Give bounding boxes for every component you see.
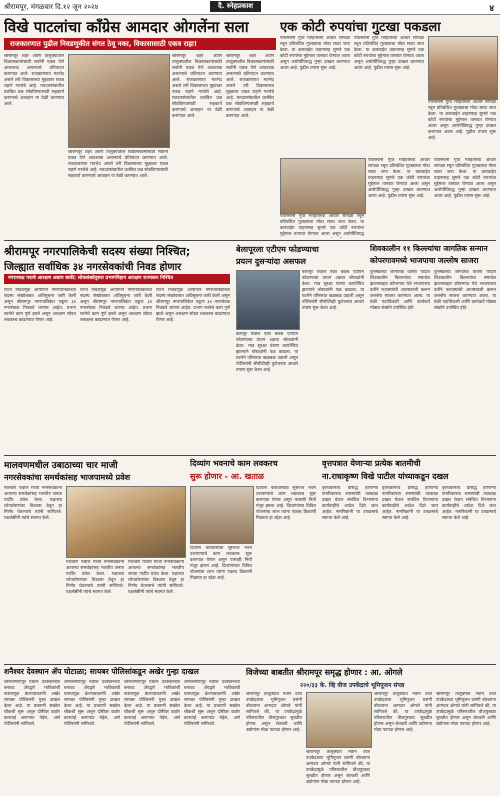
story6-body-col1: मालवण येथील माजी नगरसेवकांनी आपल्या समर्थकांसह भारतीय जनता पार्टीत प्रवेश केला. पक्षाच्या ध्येयधोरणांवर विश्वास ठेवून हा निर्णय घेतल्याचे त्यांनी सांगितले. पक्षश्रेष्ठींनी त्यांचे स्वागत केले. (4, 486, 62, 521)
story4-headline: बेलापूरला एटीएम फोडण्याचा (236, 245, 319, 254)
story1-body-col2: श्रीरामपूर शहर आणि तालुक्यातील विकासकामांसाठी सर्वांनी एकत्र येणे आवश्यक असल्याचे प्रतिपादन करण्यात आले. राजकारणात मतभेद असले तरी विकासाच्या मुद्द्यावर एकत्र राहणे गरजेचे आहे. मतदारसंघातील प्रलंबित प्रश्न सोडविण्यासाठी सहकार्य करण्याचे आवाहन या वेळी करण्यात आले. (68, 150, 168, 179)
story1-body-col3: श्रीरामपूर शहर आणि तालुक्यातील विकासकामांसाठी सर्वांनी एकत्र येणे आवश्यक असल्याचे प्रतिपादन करण्यात आले. राजकारणात मतभेद असले तरी विकासाच्या मुद्द्यावर एकत्र राहणे गरजेचे आहे. मतदारसंघातील प्रलंबित प्रश्न सोडविण्यासाठी सहकार्य करण्याचे आवाहन या वेळी करण्यात आले. (172, 54, 222, 119)
story9-body-col4: शनिशिंगणापूर येथील देवस्थानच्या बनावट ॲपद्वारे भाविकांची फसवणूक केल्याप्रकरणी अखेर सायबर पोलिसांनी गुन्हा दाखल केला आहे. या प्रकरणी सखोल चौकशी सुरू असून दोषींवर कठोर कारवाई करण्यात येईल, असे पोलिसांनी सांगितले. (184, 680, 240, 727)
story7-body-col1: दिव्यांग बांधवांसाठी सुसज्ज भवन उभारण्याचे काम लवकरच सुरू करण्यात येणार असून यासाठी निधी मंजूर झाला आहे. दिव्यांगांच्या विविध योजनांचा लाभ त्यांना एकाच ठिकाणी मिळावा हा उद्देश आहे. (256, 486, 316, 521)
story10-headline: विजेच्या बाबतीत श्रीरामपूर समृद्ध होणार : आ. ओगले (246, 668, 403, 677)
story3-headline: श्रीरामपूर नगरपालिकेची सदस्य संख्या निश्चित; (4, 245, 191, 258)
story5-body-col1: युनेस्कोच्या जागतिक वारसा यादीत शिवकालीन किल्ल्यांचा समावेश झाल्याबद्दल कोपरगाव येथे भाजपाच्या वतीने फटाक्यांची आतषबाजी करून जल्लोष साजरा करण्यात आला. या वेळी पदाधिकारी आणि कार्यकर्ते मोठ्या संख्येने उपस्थित होते. (370, 270, 430, 311)
story2-body-col4: पोलिसांनी गुप्त माहितीच्या आधारे सापळा रचून प्रतिबंधित गुटख्याचा मोठा साठा जप्त केला. या कारवाईत वाहनासह सुमारे एक कोटी रुपयांचा मुद्देमाल ताब्यात घेण्यात आला असून आरोपींविरुद्ध गुन्हा दाखल करण्यात आला आहे. पुढील तपास सुरू आहे. (368, 158, 430, 199)
story2-body-col5: पोलिसांनी गुप्त माहितीच्या आधारे सापळा रचून प्रतिबंधित गुटख्याचा मोठा साठा जप्त केला. या कारवाईत वाहनासह सुमारे एक कोटी रुपयांचा मुद्देमाल ताब्यात घेण्यात आला असून आरोपींविरुद्ध गुन्हा दाखल करण्यात आला आहे. पुढील तपास सुरू आहे. (434, 158, 496, 199)
masthead-title: दै. स्नेहप्रकाश (210, 1, 261, 12)
page-number: ४ (489, 4, 494, 14)
story5-headline: शिवकालीन ११ किल्ल्यांचा जागतिक सन्मान (370, 244, 488, 253)
divider (4, 240, 496, 241)
story9-body-col1: शनिशिंगणापूर येथील देवस्थानच्या बनावट ॲपद्वारे भाविकांची फसवणूक केल्याप्रकरणी अखेर सायबर पोलिसांनी गुन्हा दाखल केला आहे. या प्रकरणी सखोल चौकशी सुरू असून दोषींवर कठोर कारवाई करण्यात येईल, असे पोलिसांनी सांगितले. (4, 680, 60, 727)
story2-body-col2: पोलिसांनी गुप्त माहितीच्या आधारे सापळा रचून प्रतिबंधित गुटख्याचा मोठा साठा जप्त केला. या कारवाईत वाहनासह सुमारे एक कोटी रुपयांचा मुद्देमाल ताब्यात घेण्यात आला असून आरोपींविरुद्ध गुन्हा दाखल करण्यात आला आहे. पुढील तपास सुरू आहे. (354, 36, 424, 71)
story10-body-col2: श्रीरामपूर तालुक्यात नवीन वीज उपकेंद्राच्या भूमिपूजन प्रसंगी बोलताना आमदार ओगले यांनी सांगितले की, या उपकेंद्रामुळे परिसरातील वीजपुरवठा सुरळीत होणार असून शेतकरी आणि उद्योगांना मोठा फायदा होणार आहे. (306, 750, 370, 785)
story8-headline: वृत्तपत्रात येणाऱ्या प्रत्येक बातमीची (322, 459, 421, 468)
story9-body-col3: शनिशिंगणापूर येथील देवस्थानच्या बनावट ॲपद्वारे भाविकांची फसवणूक केल्याप्रकरणी अखेर सायबर पोलिसांनी गुन्हा दाखल केला आहे. या प्रकरणी सखोल चौकशी सुरू असून दोषींवर कठोर कारवाई करण्यात येईल, असे पोलिसांनी सांगितले. (124, 680, 180, 727)
story3-subheadline: नगराध्यक्ष पदाचे आरक्षण अद्याप बाकी; लोकसंख्येनुसार प्रभागनिहाय आरक्षण राज्यस्तर निश्चित (4, 274, 230, 284)
story5-body-col2: युनेस्कोच्या जागतिक वारसा यादीत शिवकालीन किल्ल्यांचा समावेश झाल्याबद्दल कोपरगाव येथे भाजपाच्या वतीने फटाक्यांची आतषबाजी करून जल्लोष साजरा करण्यात आला. या वेळी पदाधिकारी आणि कार्यकर्ते मोठ्या संख्येने उपस्थित होते. (434, 270, 496, 311)
story4-body-col1: बेलापूर येथील एका बँकेचे एटीएम फोडण्याचा प्रयत्न अज्ञात चोरट्यांनी केला. मात्र सुरक्षा यंत्रणा कार्यान्वित झाल्याने चोरट्यांनी पळ काढला. या घटनेने परिसरात खळबळ उडाली असून पोलिसांनी सीसीटीव्ही फुटेजच्या आधारे तपास सुरू केला आहे. (302, 270, 364, 311)
story10-photo (306, 692, 372, 748)
story7-body-col2: दिव्यांग बांधवांसाठी सुसज्ज भवन उभारण्याचे काम लवकरच सुरू करण्यात येणार असून यासाठी निधी मंजूर झाला आहे. दिव्यांगांच्या विविध योजनांचा लाभ त्यांना एकाच ठिकाणी मिळावा हा उद्देश आहे. (190, 546, 252, 581)
story1-subheadline: राजकारणात पुढील निवडणुकीत संगत ठेवू नका, विकासासाठी एकत्र राहा! (4, 38, 276, 50)
story2-headline: एक कोटी रुपयांचा गुटखा पकडला (280, 20, 441, 35)
story8-headline-2: ना.राधाकृष्ण विखे पाटील यांच्याकडून दखल (322, 472, 449, 481)
story8-body-col2: वृत्तपत्रांमध्ये प्रसिद्ध होणाऱ्या नागरिकांच्या समस्यांची तात्काळ दखल घेऊन संबंधित विभागांना कार्यवाहीचे आदेश दिले जात आहेत. नागरिकांनी या उपक्रमाचे स्वागत केले आहे. (382, 486, 438, 521)
story6-body-col3: मालवण येथील माजी नगरसेवकांनी आपल्या समर्थकांसह भारतीय जनता पार्टीत प्रवेश केला. पक्षाच्या ध्येयधोरणांवर विश्वास ठेवून हा निर्णय घेतल्याचे त्यांनी सांगितले. पक्षश्रेष्ठींनी त्यांचे स्वागत केले. (128, 560, 184, 595)
story9-headline: शनैश्वर देवस्थान ॲप घोटाळा; सायबर पोलिसांकडून अखेर गुन्हा दाखल (4, 667, 199, 676)
divider (4, 664, 496, 665)
story2-photo (428, 36, 498, 100)
story8-body-col1: वृत्तपत्रांमध्ये प्रसिद्ध होणाऱ्या नागरिकांच्या समस्यांची तात्काळ दखल घेऊन संबंधित विभागांना कार्यवाहीचे आदेश दिले जात आहेत. नागरिकांनी या उपक्रमाचे स्वागत केले आहे. (322, 486, 378, 521)
story4-headline-2: प्रयत्न दुसऱ्यांदा असफल (236, 257, 306, 266)
story2-photo-2 (280, 158, 366, 214)
story10-body-col4: श्रीरामपूर तालुक्यात नवीन वीज उपकेंद्राच्या भूमिपूजन प्रसंगी बोलताना आमदार ओगले यांनी सांगितले की, या उपकेंद्रामुळे परिसरातील वीजपुरवठा सुरळीत होणार असून शेतकरी आणि उद्योगांना मोठा फायदा होणार आहे. (436, 692, 496, 727)
story3-body-col1: राज्य निवडणूक आयोगाने नगरपालिकांच्या सदस्य संख्येबाबत अधिसूचना जारी केली असून श्रीरामपूर नगरपालिकेत एकूण ३४ नगरसेवक निवडले जाणार आहेत. प्रभाग रचनेचे काम पूर्ण झाले असून आरक्षण सोडत लवकरच काढण्यात येणार आहे. (4, 288, 76, 323)
divider (4, 455, 496, 456)
story6-headline: मालवणमधील उबाठाच्या चार माजी (4, 461, 118, 471)
story8-body-col3: वृत्तपत्रांमध्ये प्रसिद्ध होणाऱ्या नागरिकांच्या समस्यांची तात्काळ दखल घेऊन संबंधित विभागांना कार्यवाहीचे आदेश दिले जात आहेत. नागरिकांनी या उपक्रमाचे स्वागत केले आहे. (442, 486, 496, 521)
story9-body-col2: शनिशिंगणापूर येथील देवस्थानच्या बनावट ॲपद्वारे भाविकांची फसवणूक केल्याप्रकरणी अखेर सायबर पोलिसांनी गुन्हा दाखल केला आहे. या प्रकरणी सखोल चौकशी सुरू असून दोषींवर कठोर कारवाई करण्यात येईल, असे पोलिसांनी सांगितले. (64, 680, 120, 727)
masthead-date: श्रीरामपूर, मंगळवार दि.१२ जून २०२४ (4, 3, 99, 11)
story7-photo (190, 486, 254, 544)
story10-body-col3: श्रीरामपूर तालुक्यात नवीन वीज उपकेंद्राच्या भूमिपूजन प्रसंगी बोलताना आमदार ओगले यांनी सांगितले की, या उपकेंद्रामुळे परिसरातील वीजपुरवठा सुरळीत होणार असून शेतकरी आणि उद्योगांना मोठा फायदा होणार आहे. (374, 692, 432, 733)
story7-headline: दिव्यांग भवनाचे काम लवकरच (190, 459, 278, 468)
story10-subheadline: २२०/३३ के. व्हि वीज उपकेंद्राचे भूमिपूजन संपन्न (300, 682, 405, 689)
story3-body-col3: राज्य निवडणूक आयोगाने नगरपालिकांच्या सदस्य संख्येबाबत अधिसूचना जारी केली असून श्रीरामपूर नगरपालिकेत एकूण ३४ नगरसेवक निवडले जाणार आहेत. प्रभाग रचनेचे काम पूर्ण झाले असून आरक्षण सोडत लवकरच काढण्यात येणार आहे. (156, 288, 230, 323)
story4-body-col2: बेलापूर येथील एका बँकेचे एटीएम फोडण्याचा प्रयत्न अज्ञात चोरट्यांनी केला. मात्र सुरक्षा यंत्रणा कार्यान्वित झाल्याने चोरट्यांनी पळ काढला. या घटनेने परिसरात खळबळ उडाली असून पोलिसांनी सीसीटीव्ही फुटेजच्या आधारे तपास सुरू केला आहे. (236, 332, 298, 373)
story10-body-col1: श्रीरामपूर तालुक्यात नवीन वीज उपकेंद्राच्या भूमिपूजन प्रसंगी बोलताना आमदार ओगले यांनी सांगितले की, या उपकेंद्रामुळे परिसरातील वीजपुरवठा सुरळीत होणार असून शेतकरी आणि उद्योगांना मोठा फायदा होणार आहे. (246, 692, 302, 733)
story1-photo (68, 54, 170, 148)
story2-body-col1: पोलिसांनी गुप्त माहितीच्या आधारे सापळा रचून प्रतिबंधित गुटख्याचा मोठा साठा जप्त केला. या कारवाईत वाहनासह सुमारे एक कोटी रुपयांचा मुद्देमाल ताब्यात घेण्यात आला असून आरोपींविरुद्ध गुन्हा दाखल करण्यात आला आहे. पुढील तपास सुरू आहे. (280, 36, 350, 71)
story6-headline-2: नगरसेवकांचा समर्थकांसह भाजपामध्ये प्रवेश (4, 473, 131, 482)
masthead (0, 0, 500, 15)
story3-headline-2: जिल्ह्यात सर्वाधिक ३४ नगरसेवकांची निवड होणार (4, 262, 182, 273)
story7-headline-2: सुरू होणार - आ. खताळ (190, 472, 265, 481)
story6-photo (66, 486, 186, 558)
story2-body-col3: पोलिसांनी गुप्त माहितीच्या आधारे सापळा रचून प्रतिबंधित गुटख्याचा मोठा साठा जप्त केला. या कारवाईत वाहनासह सुमारे एक कोटी रुपयांचा मुद्देमाल ताब्यात घेण्यात आला असून आरोपींविरुद्ध गुन्हा दाखल करण्यात आला आहे. पुढील तपास सुरू आहे. (428, 100, 496, 141)
story1-headline: विखे पाटलांचा काँग्रेस आमदार ओगलेंना सला (4, 18, 249, 36)
story1-body-col1: श्रीरामपूर शहर आणि तालुक्यातील विकासकामांसाठी सर्वांनी एकत्र येणे आवश्यक असल्याचे प्रतिपादन करण्यात आले. राजकारणात मतभेद असले तरी विकासाच्या मुद्द्यावर एकत्र राहणे गरजेचे आहे. मतदारसंघातील प्रलंबित प्रश्न सोडविण्यासाठी सहकार्य करण्याचे आवाहन या वेळी करण्यात आले. (4, 54, 64, 107)
story6-body-col2: मालवण येथील माजी नगरसेवकांनी आपल्या समर्थकांसह भारतीय जनता पार्टीत प्रवेश केला. पक्षाच्या ध्येयधोरणांवर विश्वास ठेवून हा निर्णय घेतल्याचे त्यांनी सांगितले. पक्षश्रेष्ठींनी त्यांचे स्वागत केले. (66, 560, 124, 595)
story1-body-col4: श्रीरामपूर शहर आणि तालुक्यातील विकासकामांसाठी सर्वांनी एकत्र येणे आवश्यक असल्याचे प्रतिपादन करण्यात आले. राजकारणात मतभेद असले तरी विकासाच्या मुद्द्यावर एकत्र राहणे गरजेचे आहे. मतदारसंघातील प्रलंबित प्रश्न सोडविण्यासाठी सहकार्य करण्याचे आवाहन या वेळी करण्यात आले. (226, 54, 274, 119)
story5-headline-2: कोपरगावमध्ये भाजपाचा जल्लोष साजरा (370, 256, 479, 265)
story3-body-col2: राज्य निवडणूक आयोगाने नगरपालिकांच्या सदस्य संख्येबाबत अधिसूचना जारी केली असून श्रीरामपूर नगरपालिकेत एकूण ३४ नगरसेवक निवडले जाणार आहेत. प्रभाग रचनेचे काम पूर्ण झाले असून आरक्षण सोडत लवकरच काढण्यात येणार आहे. (80, 288, 152, 323)
story2-body-col6: पोलिसांनी गुप्त माहितीच्या आधारे सापळा रचून प्रतिबंधित गुटख्याचा मोठा साठा जप्त केला. या कारवाईत वाहनासह सुमारे एक कोटी रुपयांचा मुद्देमाल ताब्यात घेण्यात आला असून आरोपींविरुद्ध (280, 214, 364, 237)
story4-photo (236, 270, 300, 330)
